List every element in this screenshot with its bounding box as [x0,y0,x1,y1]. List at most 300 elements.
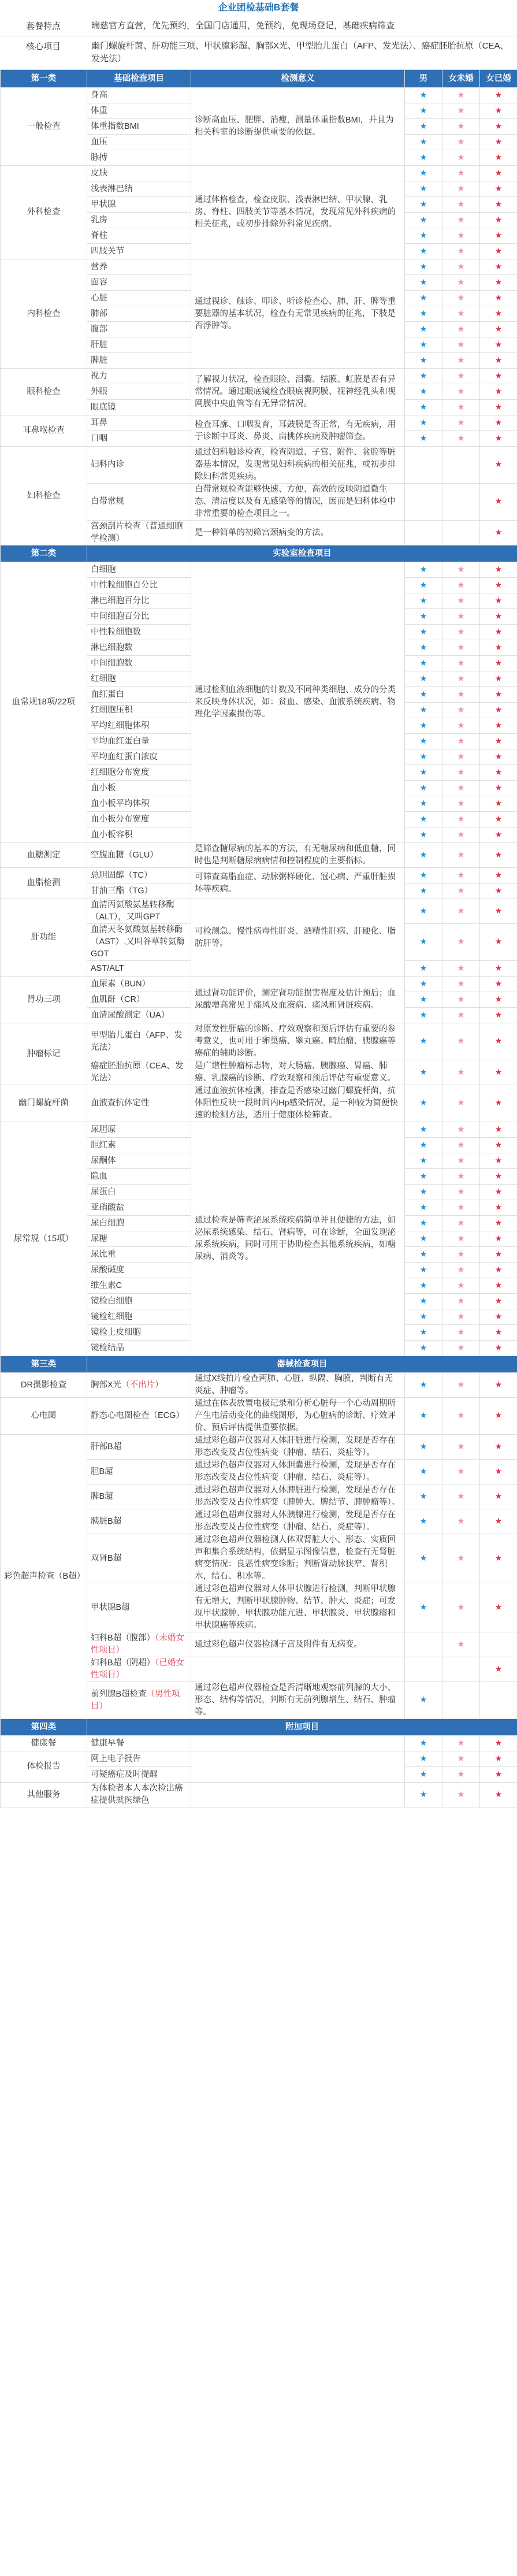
star-icon: ★ [419,1695,427,1705]
star-cell [405,1398,442,1435]
star-icon: ★ [457,643,465,652]
item-name [87,1294,191,1309]
star-icon: ★ [494,906,503,916]
star-icon: ★ [419,184,427,194]
page-title: 企业团检基础B套餐 [218,3,299,13]
item-name-text: 妇科内诊 [91,460,124,469]
star-cell [405,1736,442,1751]
star-icon: ★ [457,1312,465,1322]
star-cell [442,781,480,796]
star-icon: ★ [494,1312,503,1322]
item-name [87,781,191,796]
item-name [87,1263,191,1278]
star-cell [442,1534,480,1583]
header-cell: 女已婚 [480,70,517,88]
item-name-text: 宫颈刮片检查（普通细胞学检测） [91,522,183,543]
item-name-text: 空腹血糖（GLU） [91,850,158,860]
star-cell [442,609,480,625]
star-icon: ★ [457,721,465,730]
star-cell [442,447,480,484]
star-icon: ★ [419,1202,427,1212]
star-icon: ★ [457,565,465,574]
category-cell: 健康餐 [1,1736,87,1751]
category-cell: 血常规18项/22项 [1,562,87,843]
star-cell [442,275,480,291]
item-name-text: 眼底镜 [91,402,116,412]
star-icon: ★ [494,705,503,715]
item-name [87,1309,191,1325]
star-icon: ★ [419,674,427,684]
table-row [1,899,517,924]
category-cell: 彩色超声检查（B超） [1,1435,87,1719]
star-icon: ★ [457,674,465,684]
star-cell [480,259,517,275]
category-cell: 幽门螺旋杆菌 [1,1085,87,1122]
item-name [87,1736,191,1751]
star-cell [480,1325,517,1341]
star-icon: ★ [457,246,465,256]
item-name-text: 维生素C [91,1280,122,1290]
star-cell [480,1341,517,1356]
star-cell [405,1085,442,1122]
star-cell [442,1263,480,1278]
item-name-text: AST/ALT [91,963,124,973]
star-icon: ★ [457,1467,465,1476]
star-icon: ★ [419,355,427,365]
star-icon: ★ [419,870,427,880]
star-cell [442,244,480,259]
star-icon: ★ [494,231,503,240]
item-description: 通过彩色超声仪器对人体脾脏进行检测，发现是否存在形态改变及占位性病变（脾肿大、脾结节、脾肿瘤等）。 [191,1484,405,1509]
star-cell [480,1169,517,1185]
star-cell [442,1632,480,1657]
category-cell: 心电图 [1,1398,87,1435]
item-name [87,150,191,166]
item-name [87,181,191,197]
star-cell [442,415,480,431]
item-name-text: 中性粒细胞数 [91,627,141,637]
star-icon: ★ [494,1171,503,1181]
star-icon: ★ [494,371,503,381]
star-cell [442,88,480,103]
star-cell [480,1085,517,1122]
star-icon: ★ [419,1411,427,1420]
star-cell [405,1682,442,1719]
star-cell [405,640,442,656]
star-cell [480,197,517,213]
star-icon: ★ [419,262,427,272]
star-cell [480,1484,517,1509]
star-icon: ★ [457,402,465,412]
star-icon: ★ [457,1140,465,1150]
item-name-text: 妇科B超（阴超） [91,1658,155,1668]
group-description: 诊断高血压、肥胖、消瘦，测量体重指数BMI，并且为相关科室的诊断提供重要的依据。 [191,88,405,166]
star-cell [442,1216,480,1231]
star-cell [405,88,442,103]
item-name [87,119,191,135]
star-icon: ★ [494,137,503,147]
star-icon: ★ [419,1124,427,1134]
item-name [87,992,191,1008]
item-name [87,197,191,213]
item-name [87,369,191,384]
star-cell [442,431,480,447]
star-icon: ★ [457,1411,465,1420]
star-icon: ★ [457,106,465,116]
star-icon: ★ [419,1769,427,1779]
item-name [87,609,191,625]
item-name [87,640,191,656]
item-name-text: 血液查抗体定性 [91,1098,150,1108]
star-cell [405,1309,442,1325]
star-cell [480,353,517,369]
star-cell [480,88,517,103]
star-cell [442,1736,480,1751]
group-description: 可检测急、慢性病毒性肝炎、酒精性肝病、肝硬化、脂肪肝等。 [191,899,405,977]
star-cell [442,1783,480,1807]
star-cell [405,703,442,718]
star-icon: ★ [494,830,503,840]
item-name [87,812,191,827]
star-icon: ★ [419,1380,427,1390]
item-description: 通过妇科触诊检查，检查阴道、子宫、附件、盆腔等脏器基本情况，发现常见妇科疾病的相关征兆，或初步排除妇科常见疾病。 [191,447,405,484]
star-icon: ★ [457,1098,465,1108]
star-cell [480,1263,517,1278]
star-cell [442,150,480,166]
star-cell [405,781,442,796]
star-cell [405,1484,442,1509]
group-description [191,1783,405,1807]
item-description [191,1657,405,1682]
star-cell [405,150,442,166]
item-name [87,765,191,781]
star-icon: ★ [457,705,465,715]
star-icon: ★ [457,262,465,272]
star-icon: ★ [494,277,503,287]
group-description: 通过血液抗体检测，排查是否感染过幽门螺旋杆菌，抗体阳性反映一段时间内Hp感染情况，是一种较为简便快速的检测方法，适用于健康体检筛查。 [191,1085,405,1122]
star-icon: ★ [457,906,465,916]
item-name [87,625,191,640]
star-cell [405,812,442,827]
star-cell [405,213,442,228]
star-cell [480,899,517,924]
item-name-text: 脊柱 [91,231,107,240]
star-cell [442,322,480,337]
star-icon: ★ [419,1234,427,1244]
star-icon: ★ [494,627,503,637]
star-icon: ★ [419,137,427,147]
star-icon: ★ [419,580,427,590]
star-cell [405,1153,442,1169]
star-icon: ★ [419,1156,427,1165]
star-cell [405,103,442,119]
table-row [1,868,517,884]
star-icon: ★ [457,1380,465,1390]
star-cell [405,119,442,135]
table-row [1,415,517,431]
star-cell [405,353,442,369]
header-cell: 检测意义 [191,70,405,88]
star-cell [480,1122,517,1138]
star-cell [480,1185,517,1200]
star-cell [405,1247,442,1263]
star-icon: ★ [494,1769,503,1779]
item-name-text: 镜检红细胞 [91,1312,133,1322]
star-cell [442,1398,480,1435]
table-row [1,1122,517,1138]
star-cell [442,977,480,992]
star-icon: ★ [419,168,427,178]
category-cell: 耳鼻喉检查 [1,415,87,447]
star-cell [480,687,517,703]
star-cell [442,703,480,718]
star-cell [405,400,442,415]
item-name-text: 为体检者本人本次检出癌症提供就医绿色 [91,1784,183,1805]
star-cell [480,1060,517,1085]
star-cell [405,415,442,431]
star-cell [442,337,480,353]
item-name [87,1767,191,1783]
star-cell [442,1751,480,1767]
item-description: 通过彩色超声仪器对人体肝脏进行检测，发现是否存在形态改变及占位性病变（肿瘤、结石、炎症等）。 [191,1435,405,1460]
star-cell [442,1341,480,1356]
section-title: 器械检查项目 [87,1356,517,1373]
star-icon: ★ [494,1411,503,1420]
info-key: 套餐特点 [25,21,61,31]
item-name-text: 脾脏 [91,355,107,365]
item-name-text: 甲状腺 [91,199,116,209]
star-icon: ★ [457,324,465,334]
table-row [1,1085,517,1122]
star-icon: ★ [419,324,427,334]
star-cell [442,521,480,545]
star-icon: ★ [494,497,503,506]
star-cell [442,213,480,228]
star-icon: ★ [457,340,465,350]
star-cell [442,1231,480,1247]
item-name [87,1534,191,1583]
star-icon: ★ [494,721,503,730]
header-cell: 第一类 [1,70,87,88]
star-icon: ★ [457,433,465,443]
star-cell [442,656,480,671]
star-icon: ★ [494,418,503,428]
star-icon: ★ [457,1067,465,1077]
table-row [1,1023,517,1060]
item-name-text: 双肾B超 [91,1553,122,1563]
star-cell [442,687,480,703]
star-cell [480,625,517,640]
star-cell [442,1169,480,1185]
item-name-text: 尿蛋白 [91,1187,116,1197]
item-name [87,384,191,400]
star-icon: ★ [494,340,503,350]
item-name [87,259,191,275]
star-icon: ★ [419,705,427,715]
star-cell [405,521,442,545]
section-number: 第四类 [1,1719,87,1736]
star-cell [405,562,442,578]
item-name-text: 隐血 [91,1171,107,1181]
item-name [87,1008,191,1023]
star-cell [442,827,480,843]
group-description: 是筛查糖尿病的基本的方法，有无糖尿病和低血糖，同时也是判断糖尿病病情和控制程度的主要指标。 [191,843,405,868]
star-icon: ★ [494,106,503,116]
star-cell [442,1085,480,1122]
item-name-text: 体重 [91,106,107,116]
star-icon: ★ [419,340,427,350]
item-name-text: 胰脏B超 [91,1516,122,1526]
star-icon: ★ [494,293,503,303]
item-name-text: 血尿素（BUN） [91,979,151,989]
star-cell [480,1138,517,1153]
star-icon: ★ [457,1639,465,1649]
star-icon: ★ [419,293,427,303]
star-cell [405,1632,442,1657]
item-name-text: 血小板分布宽度 [91,814,150,824]
item-name-text: 网上电子报告 [91,1754,141,1764]
item-name-text: 健康早餐 [91,1738,124,1748]
star-cell [405,228,442,244]
star-cell [442,812,480,827]
category-cell: 肾功三项 [1,977,87,1023]
star-icon: ★ [494,886,503,896]
item-name-text: 血小板 [91,783,116,793]
category-cell: 眼科检查 [1,369,87,415]
category-cell: 血糖测定 [1,843,87,868]
item-name [87,1682,191,1719]
star-cell [442,843,480,868]
item-description: 通过彩色超声仪器检查是否清晰地观察前列腺的大小、形态、结构等情况，判断有无前列腺增生、结石、肿瘤等。 [191,1682,405,1719]
table-row [1,1435,517,1460]
table-row [1,447,517,484]
info-row [0,36,517,69]
star-cell [442,1200,480,1216]
star-cell [480,384,517,400]
star-icon: ★ [494,1202,503,1212]
star-cell [480,1682,517,1719]
item-name [87,447,191,484]
star-icon: ★ [457,870,465,880]
star-icon: ★ [419,994,427,1004]
item-name [87,353,191,369]
star-cell [405,609,442,625]
star-icon: ★ [419,1171,427,1181]
star-cell [442,1278,480,1294]
star-icon: ★ [457,1769,465,1779]
star-icon: ★ [494,1187,503,1197]
star-cell [442,103,480,119]
category-cell: 肿瘤标记 [1,1023,87,1085]
star-cell [442,1294,480,1309]
star-icon: ★ [419,121,427,131]
item-name-text: 尿酸碱度 [91,1265,124,1275]
star-cell [442,135,480,150]
item-name [87,1153,191,1169]
star-cell [442,228,480,244]
star-icon: ★ [494,1218,503,1228]
star-cell [480,1398,517,1435]
star-icon: ★ [494,1067,503,1077]
star-cell [480,562,517,578]
category-cell: 尿常规（15项） [1,1122,87,1356]
star-icon: ★ [457,387,465,396]
item-name [87,135,191,150]
item-name [87,431,191,447]
star-cell [442,749,480,765]
star-icon: ★ [419,1738,427,1748]
star-cell [442,1325,480,1341]
star-icon: ★ [494,1516,503,1526]
item-name [87,749,191,765]
star-icon: ★ [457,1738,465,1748]
item-name [87,1325,191,1341]
item-description: 通过X线拍片检查两肺、心脏、纵隔、胸膜，判断有无炎症、肿瘤等。 [191,1373,405,1398]
star-cell [405,1341,442,1356]
item-name-text: 红细胞压积 [91,705,133,715]
category-cell: 体检报告 [1,1751,87,1783]
star-cell [442,1682,480,1719]
star-icon: ★ [419,596,427,606]
star-icon: ★ [419,90,427,100]
star-icon: ★ [419,937,427,946]
group-description: 通过视诊、触诊、叩诊、听诊检查心、肺、肝、脾等重要脏器的基本状况，检查有无常见疾病的征兆，下肢是否浮肿等。 [191,259,405,369]
item-name-text: 肺部 [91,309,107,318]
star-cell [442,1509,480,1534]
item-name-text: 外眼 [91,387,107,396]
star-icon: ★ [419,643,427,652]
star-icon: ★ [457,994,465,1004]
item-name-text: 胸部X光 [91,1380,122,1390]
item-name [87,1085,191,1122]
star-cell [480,827,517,843]
item-name [87,337,191,353]
section-number: 第二类 [1,545,87,562]
star-cell [442,899,480,924]
star-cell [442,119,480,135]
star-icon: ★ [419,752,427,762]
star-icon: ★ [419,963,427,973]
star-icon: ★ [419,1790,427,1799]
star-icon: ★ [419,1296,427,1306]
item-name-text: 血小板平均体积 [91,799,150,808]
item-description: 白带常规检查能够快速、方便、高效的反映阴道微生态、清洁度以及有无感染等的情况，因而是妇科体检中非常重要的检查项目之一。 [191,484,405,521]
item-description: 通过彩色超声仪器对人体胆囊进行检测，发现是否存在形态改变及占位性病变（肿瘤、结石、炎症等）。 [191,1460,405,1484]
item-name [87,1460,191,1484]
table-row [1,259,517,275]
item-name-text: 镜检白细胞 [91,1296,133,1306]
item-name [87,868,191,884]
item-name-text: 营养 [91,262,107,272]
star-icon: ★ [457,90,465,100]
item-name [87,796,191,812]
star-cell [480,166,517,181]
item-name-text: 肝部B超 [91,1442,122,1452]
star-icon: ★ [457,371,465,381]
star-icon: ★ [494,850,503,860]
star-icon: ★ [457,1187,465,1197]
star-icon: ★ [419,1218,427,1228]
star-cell [442,1583,480,1632]
star-icon: ★ [457,963,465,973]
star-cell [480,322,517,337]
item-name [87,1435,191,1460]
star-cell [405,625,442,640]
star-cell [405,827,442,843]
item-name-text: 静态心电图检查（ECG） [91,1411,184,1420]
star-cell [442,924,480,961]
item-name-text: 胆红素 [91,1140,116,1150]
